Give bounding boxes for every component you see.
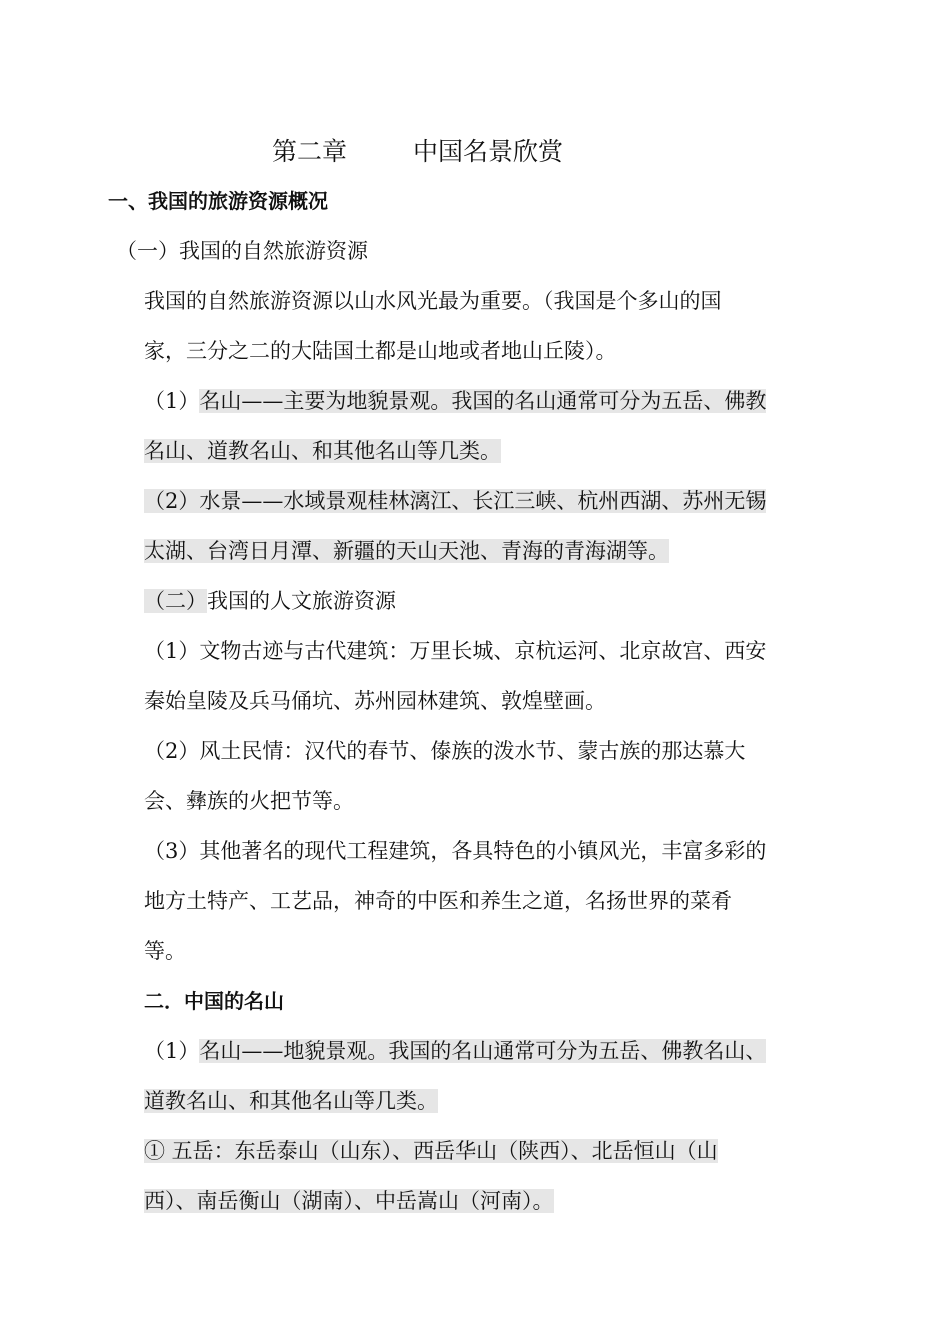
- sub1-item2-line1: [144, 486, 766, 516]
- wuyue-text2: 西）、南岳衡山（湖南）、中岳嵩山（河南）。: [144, 1189, 554, 1213]
- sub1-item1-prefix: （1）: [144, 389, 200, 413]
- section2-item1-prefix: （1）: [144, 1039, 200, 1063]
- sub2-heading: [144, 586, 396, 616]
- sub1-item2-line2: [144, 536, 669, 566]
- sub2-item1-line2: 秦始皇陵及兵马俑坑、苏州园林建筑、敦煌壁画。: [144, 689, 606, 713]
- section2-item1-line1: [144, 1036, 766, 1066]
- chapter-name: 中国名景欣赏: [413, 137, 564, 166]
- sub1-item2-text: （2）水景——水域景观桂林漓江、长江三峡、杭州西湖、苏州无锡: [144, 489, 767, 513]
- chapter-number: 第二章: [272, 137, 348, 166]
- sub1-item1-line2: [144, 436, 501, 466]
- sub2-item2-line1: （2）风土民情：汉代的春节、傣族的泼水节、蒙古族的那达慕大: [144, 739, 746, 763]
- sub1-intro-line1: 我国的自然旅游资源以山水风光最为重要。（我国是个多山的国: [144, 289, 722, 313]
- sub2-item3-line3: 等。: [144, 939, 186, 963]
- sub1-heading: （一）我国的自然旅游资源: [116, 239, 368, 263]
- sub1-item1-line1: [144, 386, 766, 416]
- sub2-heading-prefix: （二）: [144, 589, 207, 613]
- sub2-item1-line1: （1）文物古迹与古代建筑：万里长城、京杭运河、北京故宫、西安: [144, 639, 767, 663]
- sub1-item2-text2: 太湖、台湾日月潭、新疆的天山天池、青海的青海湖等。: [144, 539, 669, 563]
- sub1-intro-line2: 家，三分之二的大陆国土都是山地或者地山丘陵）。: [144, 339, 617, 363]
- sub2-item3-line1: （3）其他著名的现代工程建筑，各具特色的小镇风光，丰富多彩的: [144, 839, 767, 863]
- chapter-title: [272, 136, 563, 168]
- section2-item1-text: 名山——地貌景观。我国的名山通常可分为五岳、佛教名山、: [199, 1039, 767, 1063]
- section2-item1-text2: 道教名山、和其他名山等几类。: [144, 1089, 438, 1113]
- section2-heading: 二．中国的名山: [144, 989, 284, 1013]
- wuyue-line1: [144, 1136, 718, 1166]
- sub2-heading-text: 我国的人文旅游资源: [207, 589, 396, 613]
- sub2-item2-line2: 会、彝族的火把节等。: [144, 789, 354, 813]
- section2-item1-line2: [144, 1086, 438, 1116]
- sub1-item1-text: 名山——主要为地貌景观。我国的名山通常可分为五岳、佛教: [199, 389, 767, 413]
- sub1-item1-text2: 名山、道教名山、和其他名山等几类。: [144, 439, 501, 463]
- sub2-item3-line2: 地方土特产、工艺品，神奇的中医和养生之道，名扬世界的菜肴: [144, 889, 732, 913]
- wuyue-text: ① 五岳：东岳泰山（山东）、西岳华山（陕西）、北岳恒山（山: [144, 1139, 718, 1163]
- section1-heading: 一、我国的旅游资源概况: [108, 189, 328, 213]
- wuyue-line2: [144, 1186, 554, 1216]
